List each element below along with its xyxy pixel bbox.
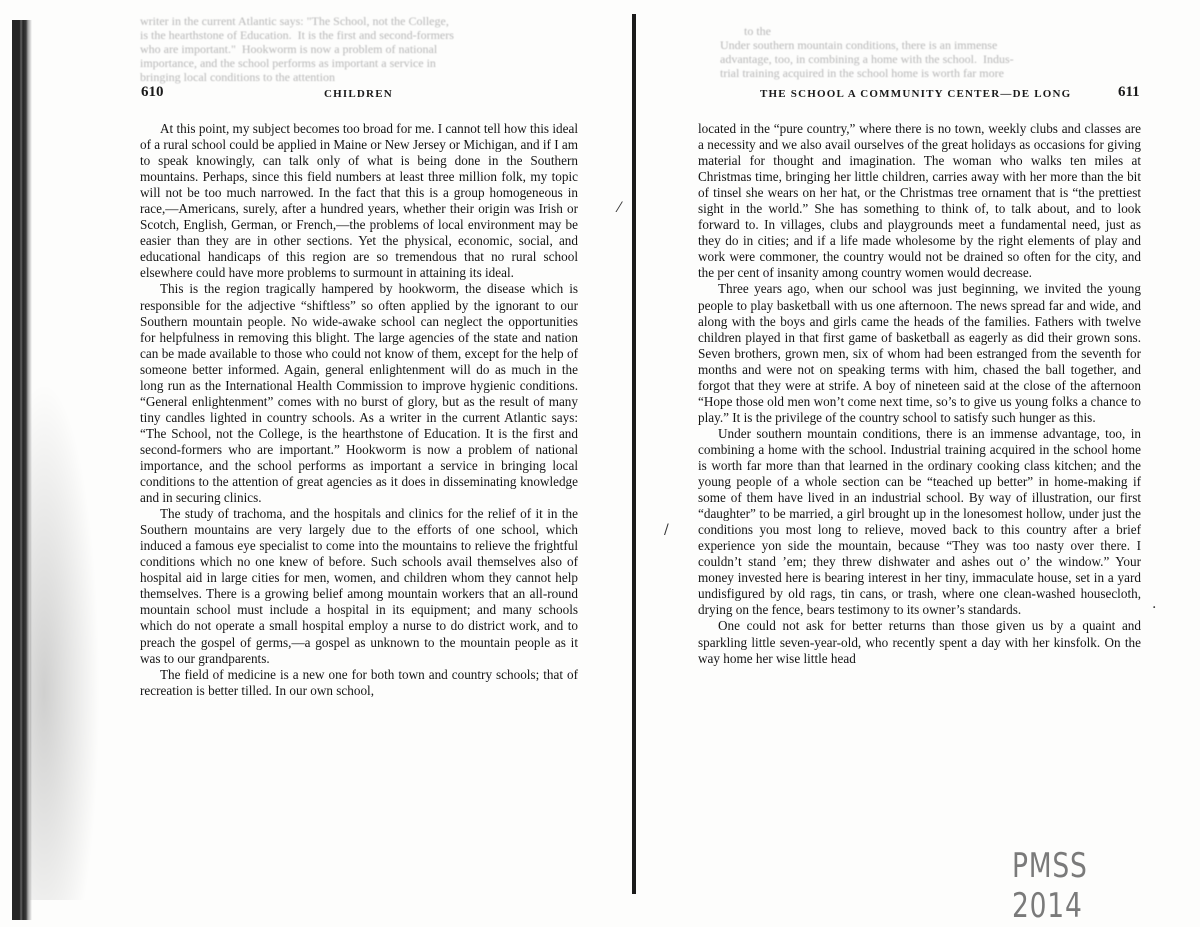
scan-speck: · — [1152, 600, 1157, 616]
right-running-head: THE SCHOOL A COMMUNITY CENTER—DE LONG — [760, 88, 1072, 100]
paragraph: The study of trachoma, and the hospitals and clinics for the relief of it in the Southern mountains are very largely due to the efforts of one school, which induced a famous eye specialist to come into the mountains to relieve the frightful conditions which no one knew of before. Such schools avail themselves also of hospital aid in large cities for men, women, and children whom they cannot help themselves. There is a growing belief among mountain workers that an all-round mountain school must include a hospital in its equipment; and many schools which do not operate a small hospital employ a nurse to do district work, and to preach the gospel of germs,—a gospel as unknown to the mountain people as it was to our grandparents. — [140, 506, 578, 666]
watermark-label: PMSS 2014 — [1012, 846, 1088, 926]
scan-speck: / — [664, 522, 669, 538]
scanner-edge-shadow — [12, 20, 32, 920]
bleed-through-text-right: to the Under southern mountain conditions, there is an immense advantage, too, in combining a home with the school. Indus- trial training acquired in the school home is worth far more — [720, 24, 1014, 80]
left-page-body — [140, 121, 578, 699]
scan-speck: ⁄ — [618, 200, 621, 216]
paragraph: located in the “pure country,” where there is no town, weekly clubs and classes are a necessity and we also avail ourselves of the great holidays as occasions for giving material for thought and imagination. The woman who walks ten miles at Christmas time, bringing her little children, carries away with her more than the bit of tinsel she wears on her hat, or the Christmas tree ornament that is “the prettiest sight in the world.” She has something to think of, to talk about, and to look forward to. In villages, clubs and playgrounds meet a fundamental need, just as they do in cities; and if a life made wholesome by the right elements of play and work were commoner, the country would not be drained so often for the city, and the per cent of insanity among country women would decrease. — [698, 121, 1141, 281]
scan-smudge — [30, 380, 100, 900]
paragraph: Under southern mountain conditions, there is an immense advantage, too, in combining a home with the school. Industrial training acquired in the school home is worth far more than that learned in the ordinary cooking class kitchen; and the young people of a whole section can be “teached up better” in home-making if some of them have lived in an industrial school. By way of illustration, our first “daughter” to be married, a girl brought up in the lonesomest hollow, under just the conditions you most long to relieve, moved back to this country after a brief experience yon side the mountain, because “They was too nasty over there. I couldn’t stand ’em; they threw dishwater and ashes out o’ the window.” Your money invested here is bearing interest in her tiny, immaculate house, set in a yard undisfigured by old rags, tin cans, or trash, where one clean-washed housecloth, drying on the fence, bears testimony to its owner’s standards. — [698, 425, 1141, 618]
left-page-number: 610 — [141, 84, 164, 100]
right-page-number: 611 — [1118, 84, 1140, 100]
paragraph: Three years ago, when our school was just beginning, we invited the young people to play basketball with us one afternoon. The news spread far and wide, and along with the boys and girls came the heads of the families. Fathers with twelve children played in that first game of basketball as eagerly as did their grown sons. Seven brothers, grown men, six of whom had been estranged from the seventh for months and were not on speaking terms with him, chased the ball together, and forgot that they were at strife. A boy of nineteen said at the close of the afternoon “Hope those old men won’t come next time, so’s to give us young folks a chance to play.” It is the privilege of the country school to satisfy such hunger as this. — [698, 281, 1141, 425]
paragraph: At this point, my subject becomes too broad for me. I cannot tell how this ideal of a rural school could be applied in Maine or New Jersey or Michigan, and if I am to speak knowingly, can talk only of what is being done in the Southern mountains. Perhaps, since this field numbers at least three million folk, my topic will not be too much narrowed. In the fact that this is a group homogeneous in race,—Americans, surely, after a hundred years, whether their origin was Irish or Scotch, English, German, or French,—the problems of local environment may be easier than they are in other sections. Yet the physical, economic, social, and educational handicaps of this region are so tremendous that no rural school elsewhere could have more problems to surmount in attaining its ideal. — [140, 121, 578, 281]
bleed-through-text-left: writer in the current Atlantic says: "The School, not the College, is the hearthstone of Education. It is the first and second-formers who are important." Hookworm is now a problem of national importance, and the school performs as important a service in bringing local conditions to the attention — [140, 14, 454, 84]
book-gutter — [632, 14, 636, 894]
paragraph: This is the region tragically hampered by hookworm, the disease which is responsible for the adjective “shiftless” so often applied by the ignorant to our Southern mountain people. No wide-awake school can neglect the opportunities for helpfulness in removing this blight. The large agencies of the state and nation can be made available to those who could not know of them, except for the help of someone better informed. Again, general enlightenment will do as much in the long run as the International Health Commission to improve hygienic conditions. “General enlightenment” comes with no burst of glory, but as the result of many tiny candles lighted in country schools. As a writer in the current Atlantic says: “The School, not the College, is the hearthstone of Education. It is the first and second-formers who are important.” Hookworm is now a problem of national importance, and the school performs as important a service in bringing local conditions to the attention of great agencies as it does in disseminating knowledge and in securing clinics. — [140, 281, 578, 506]
left-running-head: CHILDREN — [324, 88, 393, 100]
paragraph: One could not ask for better returns than those given us by a quaint and sparkling little seven-year-old, who recently spent a day with her kinsfolk. On the way home her wise little head — [698, 618, 1141, 666]
right-page-body — [698, 121, 1141, 667]
paragraph: The field of medicine is a new one for both town and country schools; that of recreation is better tilled. In our own school, — [140, 666, 578, 698]
